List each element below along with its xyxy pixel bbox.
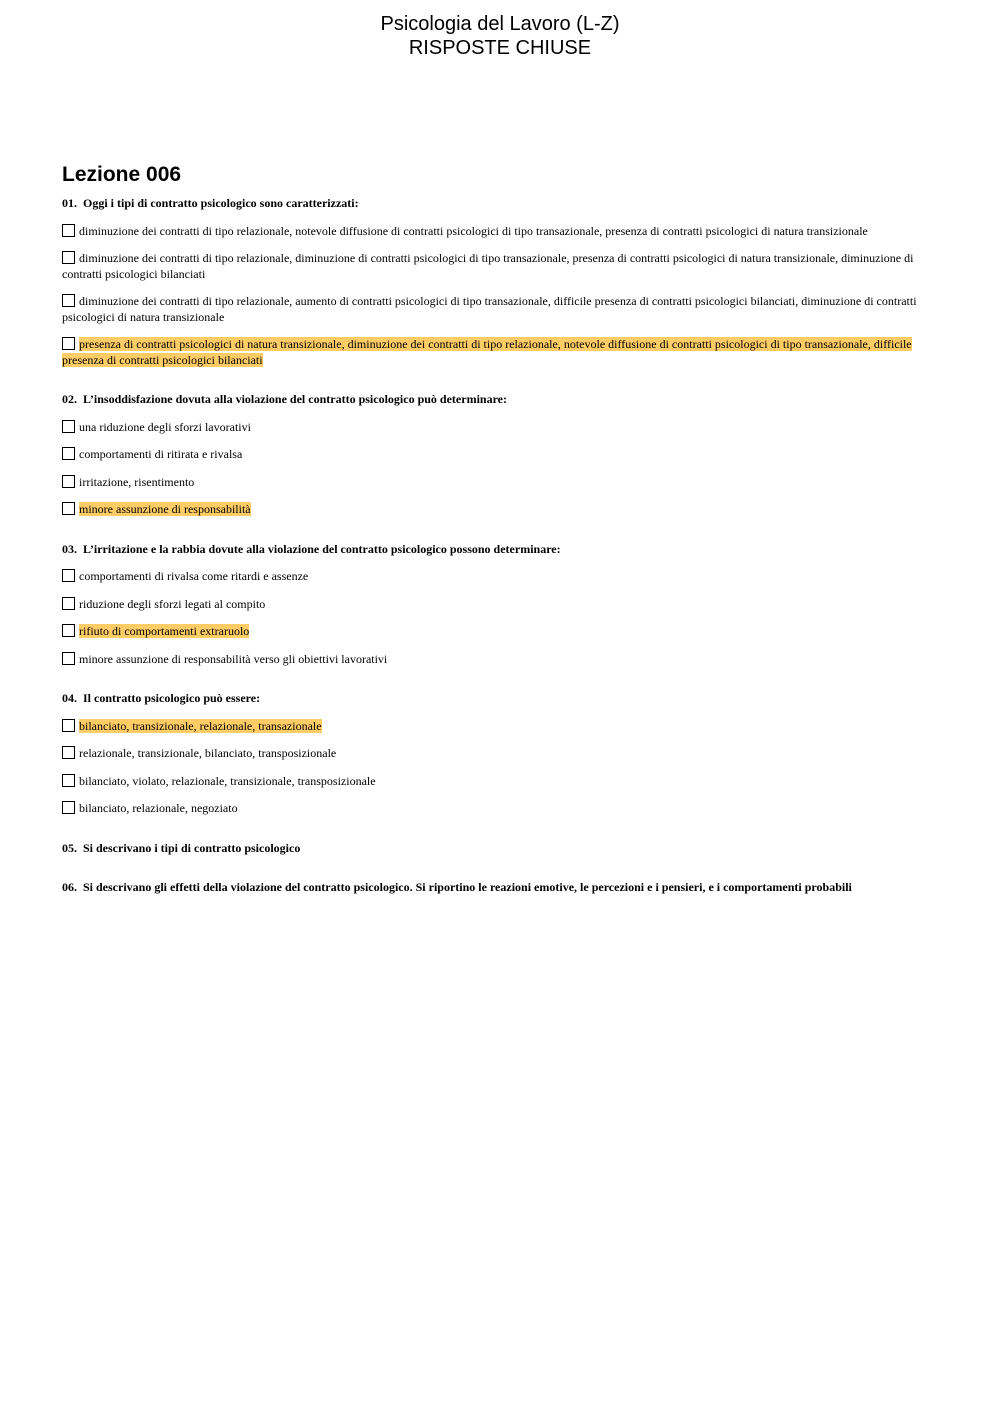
checkbox-icon[interactable] [62, 475, 75, 488]
checkbox-icon[interactable] [62, 337, 75, 350]
question-05 [62, 841, 938, 857]
answer-option[interactable] [62, 294, 938, 325]
correct-answer-text: bilanciato, transizionale, relazionale, transazionale [79, 718, 322, 733]
correct-answer-text: presenza di contratti psicologici di natura transizionale, diminuzione dei contratti di tipo relazionale, notevole diffusione di contratti psicologici di tipo transazionale, difficile presenza di contratti psicologici bilanciati [62, 337, 912, 367]
answer-option[interactable] [62, 746, 938, 762]
question-number: 01. [62, 196, 77, 210]
answer-option[interactable] [62, 597, 938, 613]
answer-option[interactable] [62, 801, 938, 817]
checkbox-icon[interactable] [62, 294, 75, 307]
answer-text: comportamenti di rivalsa come ritardi e assenze [79, 569, 309, 583]
question-02 [62, 392, 938, 518]
answer-option[interactable] [62, 420, 938, 436]
answer-option[interactable] [62, 502, 938, 518]
answer-text: bilanciato, violato, relazionale, transizionale, transposizionale [79, 773, 376, 788]
answer-option[interactable] [62, 624, 938, 640]
question-title [62, 841, 938, 857]
correct-answer-text: rifiuto di comportamenti extraruolo [79, 624, 250, 638]
question-number: 06. [62, 880, 77, 894]
answer-text: diminuzione dei contratti di tipo relazionale, aumento di contratti psicologici di tipo transazionale, difficile presenza di contratti psicologici bilanciati, diminuzione di contratti psicologici di natura transizionale [62, 294, 917, 324]
answer-text: relazionale, transizionale, bilanciato, transposizionale [79, 746, 337, 760]
checkbox-icon[interactable] [62, 420, 75, 433]
answer-option[interactable] [62, 337, 938, 368]
answer-text: irritazione, risentimento [79, 474, 195, 489]
document-header [0, 12, 1000, 60]
question-number: 05. [62, 840, 77, 855]
answer-text: comportamenti di ritirata e rivalsa [79, 447, 243, 461]
question-title [62, 392, 938, 408]
checkbox-icon[interactable] [62, 597, 75, 610]
document-subtitle: RISPOSTE CHIUSE [408, 37, 592, 59]
question-number: 03. [62, 541, 77, 556]
question-text: Il contratto psicologico può essere: [83, 691, 261, 705]
answer-text: bilanciato, relazionale, negoziato [79, 801, 238, 815]
question-06 [62, 880, 938, 896]
question-title [62, 691, 938, 707]
question-text: L’insoddisfazione dovuta alla violazione del contratto psicologico può determinare: [83, 392, 508, 406]
lesson-title: Lezione 006 [62, 163, 182, 186]
question-list [62, 196, 938, 920]
checkbox-icon[interactable] [62, 719, 75, 732]
answer-option[interactable] [62, 224, 938, 240]
checkbox-icon[interactable] [62, 569, 75, 582]
checkbox-icon[interactable] [62, 746, 75, 759]
question-number: 02. [62, 392, 77, 406]
question-03 [62, 542, 938, 668]
answer-text: riduzione degli sforzi legati al compito [79, 596, 266, 611]
answer-option[interactable] [62, 652, 938, 668]
question-title [62, 880, 938, 896]
question-text: Oggi i tipi di contratto psicologico sono caratterizzati: [83, 196, 359, 210]
checkbox-icon[interactable] [62, 624, 75, 637]
question-01 [62, 196, 938, 368]
checkbox-icon[interactable] [62, 502, 75, 515]
checkbox-icon[interactable] [62, 224, 75, 237]
checkbox-icon[interactable] [62, 774, 75, 787]
question-text: Si descrivano i tipi di contratto psicologico [83, 840, 301, 855]
question-text: Si descrivano gli effetti della violazione del contratto psicologico. Si riportino le reazioni emotive, le percezioni e i pensieri, e i comportamenti probabili [83, 880, 852, 894]
correct-answer-text: minore assunzione di responsabilità [79, 502, 251, 516]
answer-text: una riduzione degli sforzi lavorativi [79, 419, 251, 434]
answer-text: diminuzione dei contratti di tipo relazionale, diminuzione di contratti psicologici di tipo transazionale, presenza di contratti psicologici di natura transizionale, diminuzione di contratti psicologici bilanciati [62, 251, 914, 281]
question-04 [62, 691, 938, 817]
answer-option[interactable] [62, 475, 938, 491]
document-title: Psicologia del Lavoro (L-Z) [380, 13, 620, 35]
question-number: 04. [62, 691, 77, 705]
question-title [62, 196, 938, 212]
answer-option[interactable] [62, 774, 938, 790]
checkbox-icon[interactable] [62, 652, 75, 665]
question-text: L’irritazione e la rabbia dovute alla violazione del contratto psicologico possono determinare: [83, 541, 561, 556]
checkbox-icon[interactable] [62, 801, 75, 814]
answer-option[interactable] [62, 569, 938, 585]
answer-text: diminuzione dei contratti di tipo relazionale, notevole diffusione di contratti psicologici di tipo transazionale, presenza di contratti psicologici di natura transizionale [79, 223, 868, 238]
answer-text: minore assunzione di responsabilità verso gli obiettivi lavorativi [79, 651, 388, 666]
answer-option[interactable] [62, 719, 938, 735]
question-title [62, 542, 938, 558]
answer-option[interactable] [62, 251, 938, 282]
answer-option[interactable] [62, 447, 938, 463]
checkbox-icon[interactable] [62, 251, 75, 264]
checkbox-icon[interactable] [62, 447, 75, 460]
